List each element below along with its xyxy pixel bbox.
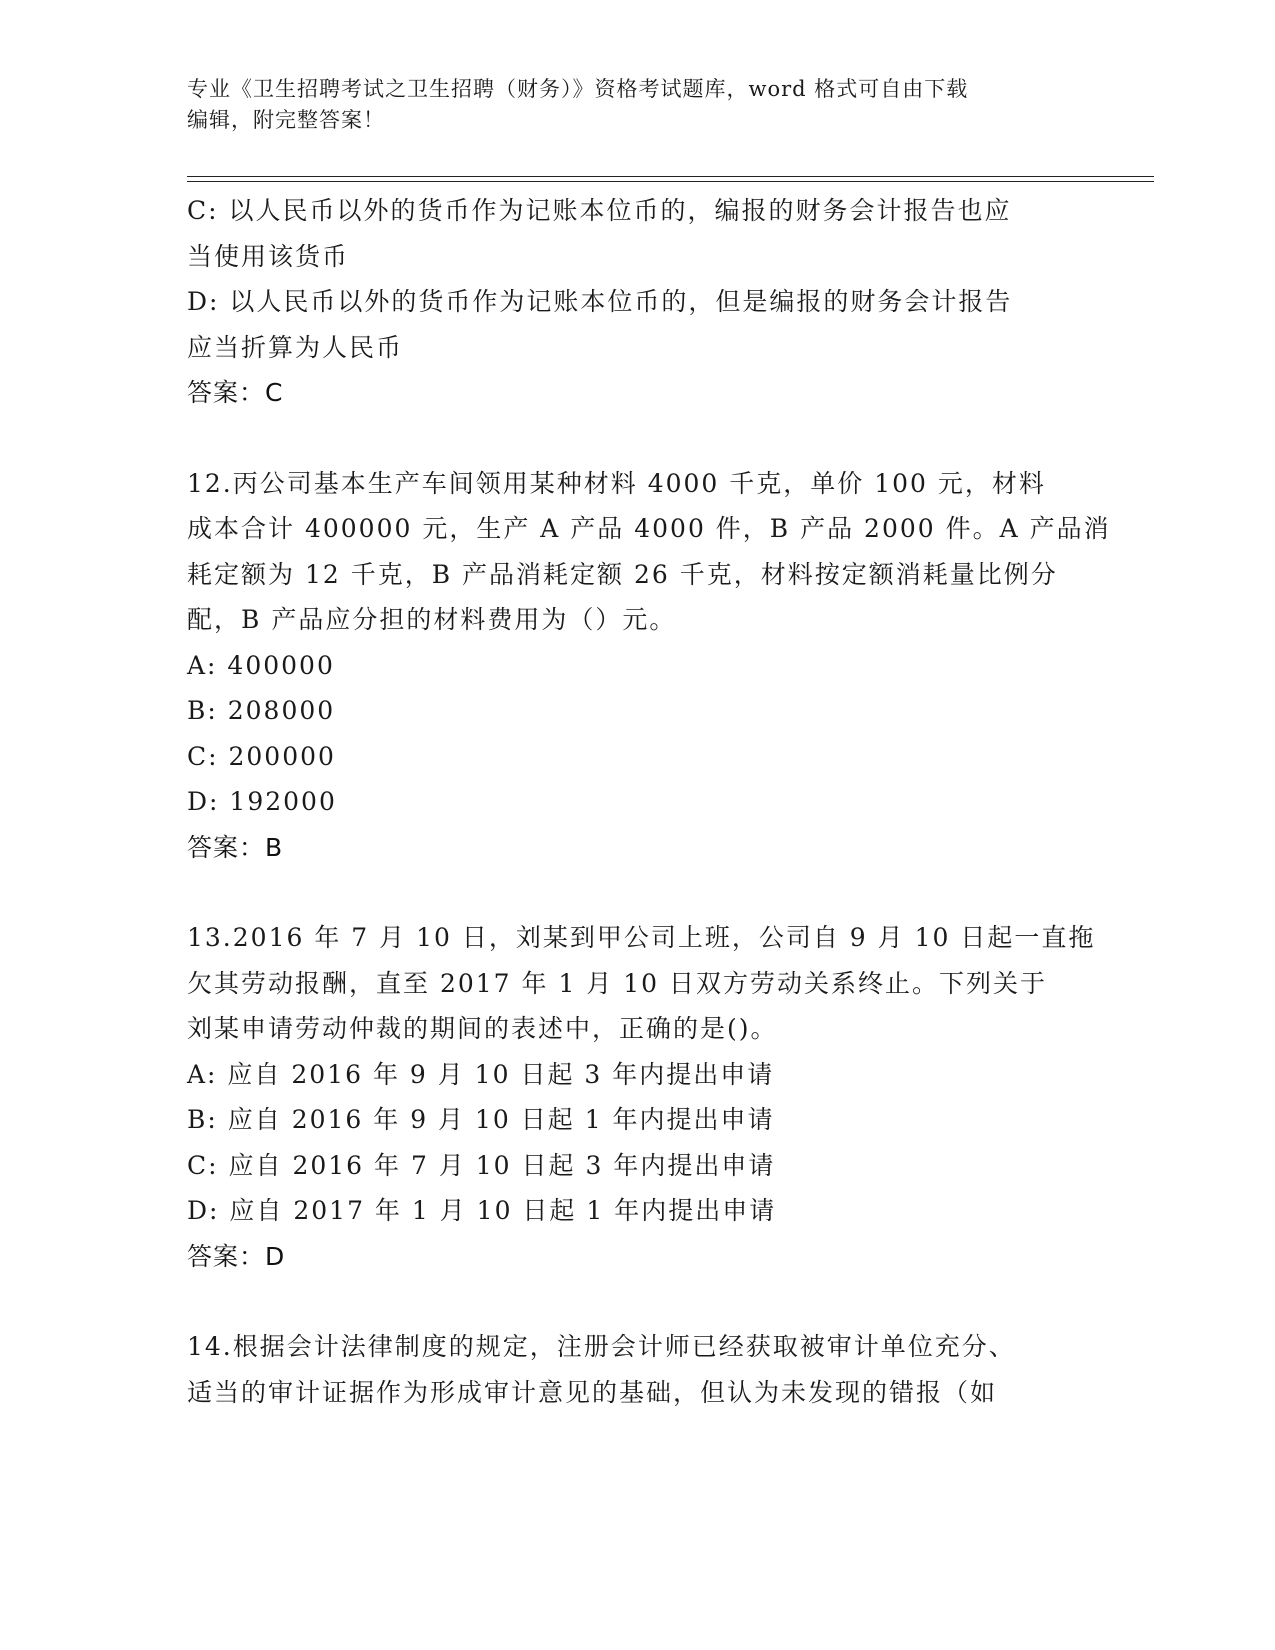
spacer <box>187 870 1077 915</box>
option-d: D: 应自 2017 年 1 月 10 日起 1 年内提出申请 <box>187 1196 777 1225</box>
question-13-line-3: 刘某申请劳动仲裁的期间的表述中，正确的是()。 <box>187 1014 778 1043</box>
header-line-2: 编辑，附完整答案！ <box>187 108 385 132</box>
question-14 <box>187 1324 1077 1415</box>
question-13-line-1: 13.2016 年 7 月 10 日，刘某到甲公司上班，公司自 9 月 10 日起一直拖 <box>187 923 1096 952</box>
question-12 <box>187 461 1111 871</box>
option-d: D: 192000 <box>187 787 337 816</box>
question-13 <box>187 915 1096 1279</box>
option-b: B: 208000 <box>187 696 336 725</box>
spacer <box>187 416 1077 461</box>
question-11-continued <box>187 188 1077 416</box>
answer-13: 答案：D <box>187 1241 286 1271</box>
option-c-line-2: 当使用该货币 <box>187 241 350 271</box>
option-c: C: 200000 <box>187 741 336 771</box>
option-a: A: 400000 <box>187 650 335 680</box>
option-d-line-2: 应当折算为人民币 <box>187 332 404 362</box>
question-12-line-1: 12.丙公司基本生产车间领用某种材料 4000 千克，单价 100 元，材料 <box>187 468 1046 498</box>
option-c: C: 应自 2016 年 7 月 10 日起 3 年内提出申请 <box>187 1150 776 1180</box>
question-13-line-2: 欠其劳动报酬，直至 2017 年 1 月 10 日双方劳动关系终止。下列关于 <box>187 968 1048 998</box>
question-12-line-4: 配，B 产品应分担的材料费用为（）元。 <box>187 605 677 634</box>
header-line-1: 专业《卫生招聘考试之卫生招聘（财务）》资格考试题库，word 格式可自由下载 <box>187 77 969 101</box>
answer-11: 答案：C <box>187 378 284 407</box>
answer-12: 答案：B <box>187 832 284 862</box>
question-12-line-2: 成本合计 400000 元，生产 A 产品 4000 件，B 产品 2000 件。A 产品消 <box>187 514 1111 543</box>
question-12-line-3: 耗定额为 12 千克，B 产品消耗定额 26 千克，材料按定额消耗量比例分 <box>187 559 1058 589</box>
question-14-line-2: 适当的审计证据作为形成审计意见的基础，但认为未发现的错报（如 <box>187 1377 998 1407</box>
option-d-line-1: D: 以人民币以外的货币作为记账本位币的，但是编报的财务会计报告 <box>187 287 1013 316</box>
document-body <box>187 188 1111 1415</box>
option-b: B: 应自 2016 年 9 月 10 日起 1 年内提出申请 <box>187 1105 775 1134</box>
question-14-line-1: 14.根据会计法律制度的规定，注册会计师已经获取被审计单位充分、 <box>187 1332 1016 1361</box>
page-header <box>187 74 1067 136</box>
header-divider <box>187 176 1154 182</box>
spacer <box>187 1279 1077 1324</box>
option-a: A: 应自 2016 年 9 月 10 日起 3 年内提出申请 <box>187 1059 775 1089</box>
option-c-line-1: C: 以人民币以外的货币作为记账本位币的，编报的财务会计报告也应 <box>187 196 1012 225</box>
